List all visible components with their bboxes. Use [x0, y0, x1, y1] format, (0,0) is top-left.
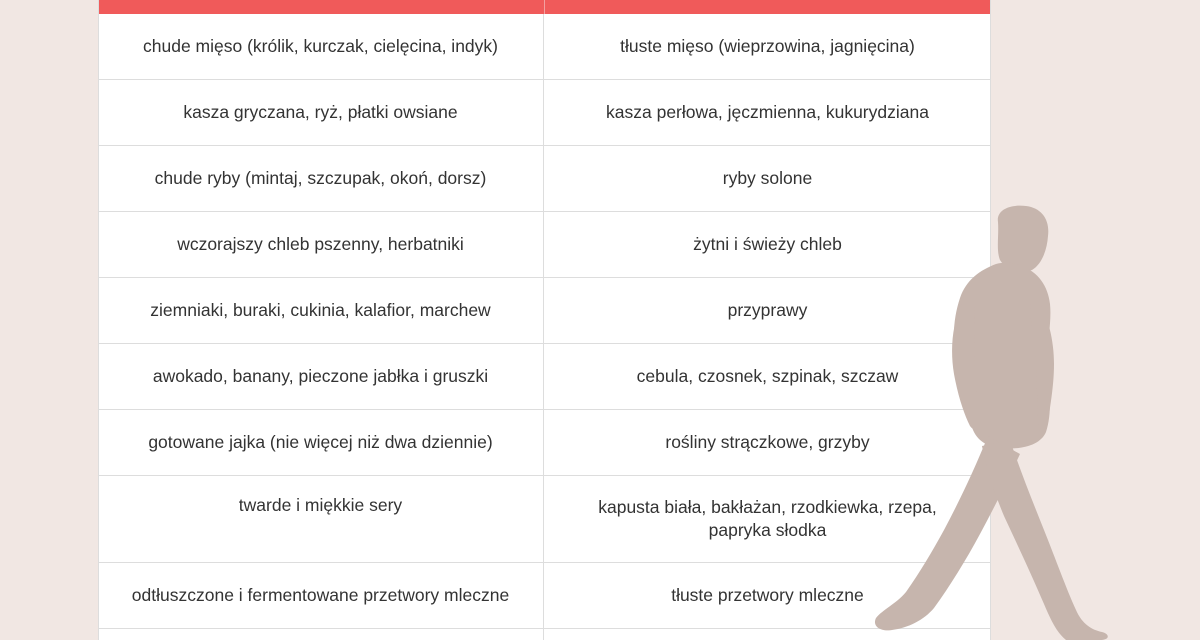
forbidden-food-cell: rośliny strączkowe, grzyby	[665, 432, 870, 452]
table-body	[98, 14, 991, 640]
allowed-food-cell: kasza gryczana, ryż, płatki owsiane	[98, 80, 544, 145]
table-row	[98, 563, 991, 629]
table-row	[98, 212, 991, 278]
forbidden-food-cell: żytni i świeży chleb	[693, 234, 842, 254]
table-row	[98, 80, 991, 146]
table-row	[98, 629, 991, 640]
table-row	[98, 14, 991, 80]
table-row	[98, 344, 991, 410]
forbidden-food-cell: przyprawy	[727, 300, 808, 320]
allowed-food-cell: odtłuszczone i fermentowane przetwory mleczne	[98, 563, 544, 628]
table-row	[98, 410, 991, 476]
table-row	[98, 476, 991, 563]
forbidden-food-cell: tłuste przetwory mleczne	[671, 585, 864, 605]
food-table	[98, 0, 991, 640]
table-row	[98, 278, 991, 344]
allowed-food-cell: awokado, banany, pieczone jabłka i gruszki	[98, 344, 544, 409]
forbidden-food-cell: tłuste mięso (wieprzowina, jagnięcina)	[620, 36, 915, 56]
forbidden-food-cell: kasza perłowa, jęczmienna, kukurydziana	[606, 102, 929, 122]
allowed-food-cell	[98, 629, 544, 640]
table-row	[98, 146, 991, 212]
forbidden-food-cell: cebula, czosnek, szpinak, szczaw	[636, 366, 899, 386]
forbidden-food-cell: ryby solone	[722, 168, 813, 188]
allowed-food-cell: chude ryby (mintaj, szczupak, okoń, dorsz)	[98, 146, 544, 211]
allowed-food-cell: chude mięso (królik, kurczak, cielęcina, indyk)	[98, 14, 544, 79]
walking-person-silhouette-icon	[870, 200, 1110, 640]
allowed-food-cell: wczorajszy chleb pszenny, herbatniki	[98, 212, 544, 277]
header-column-divider	[544, 0, 545, 14]
allowed-food-cell: ziemniaki, buraki, cukinia, kalafior, marchew	[98, 278, 544, 343]
allowed-food-cell: gotowane jajka (nie więcej niż dwa dziennie)	[98, 410, 544, 475]
allowed-food-cell: twarde i miękkie sery	[98, 476, 544, 562]
forbidden-food-cell: kapusta biała, bakłażan, rzodkiewka, rzepa, papryka słodka	[598, 497, 937, 540]
